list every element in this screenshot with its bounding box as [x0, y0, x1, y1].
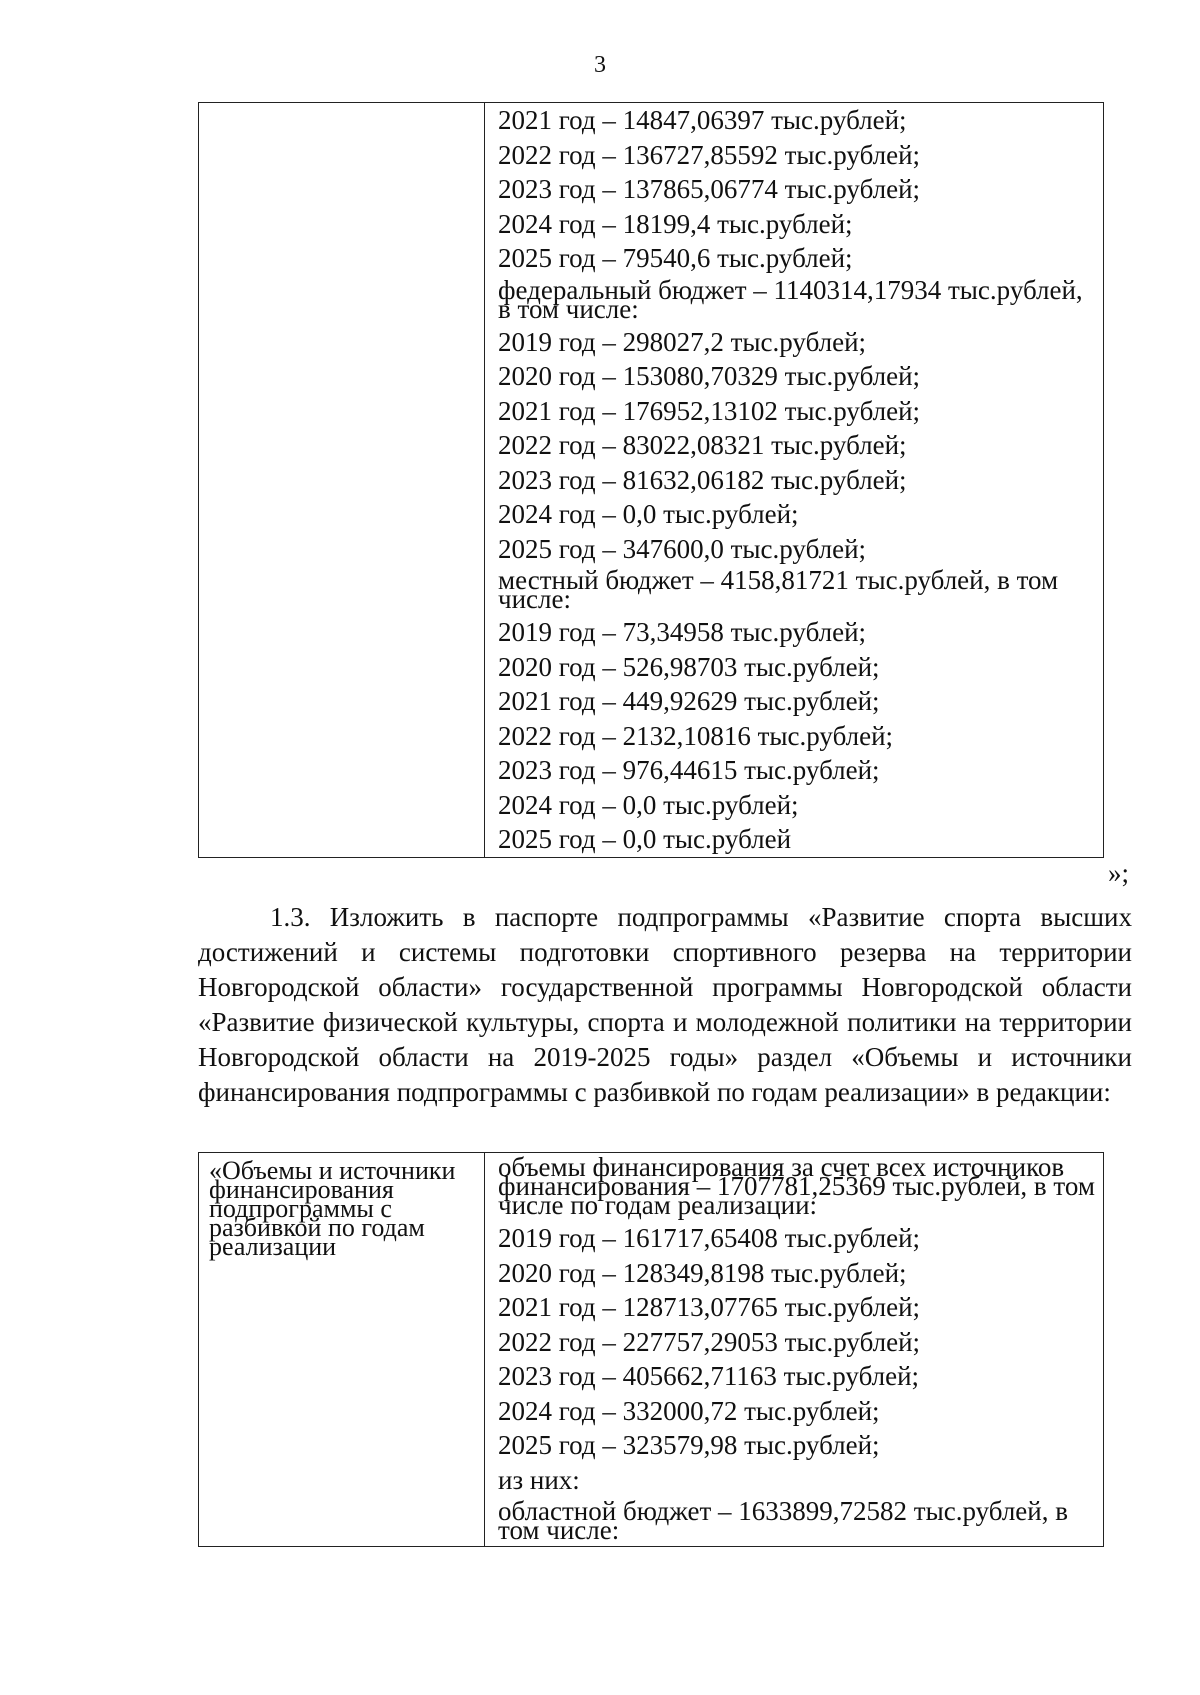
funding-year-line: 2023 год – 405662,71163 тыс.рублей;	[498, 1361, 920, 1391]
funding-year-line: 2020 год – 526,98703 тыс.рублей;	[498, 651, 880, 682]
table-right-cell	[485, 1153, 1104, 1547]
table-left-cell-empty	[199, 103, 485, 858]
funding-year-line: 2025 год – 79540,6 тыс.рублей;	[498, 243, 853, 273]
funding-year-line: 2022 год – 83022,08321 тыс.рублей;	[498, 430, 907, 460]
funding-year-line: из них:	[498, 1464, 580, 1495]
funding-year-line: 2025 год – 323579,98 тыс.рублей;	[498, 1430, 880, 1460]
table-right-cell	[485, 103, 1104, 858]
funding-year-line: 2022 год – 227757,29053 тыс.рублей;	[498, 1326, 921, 1357]
funding-year-line: 2025 год – 0,0 тыс.рублей	[498, 824, 792, 854]
funding-lines	[485, 103, 1103, 857]
funding-year-line: 2021 год – 176952,13102 тыс.рублей;	[498, 395, 921, 426]
funding-table-continued	[198, 102, 1104, 858]
funding-year-line: 2020 год – 153080,70329 тыс.рублей;	[498, 361, 921, 391]
budget-source-line: объемы финансирования за счет всех источников финансирования – 1707781,25369 тыс.рублей, в том числе по годам реализации:	[498, 1152, 1095, 1220]
funding-year-line: 2019 год – 73,34958 тыс.рублей;	[498, 617, 867, 647]
funding-year-line: 2022 год – 2132,10816 тыс.рублей;	[498, 720, 894, 751]
amendment-paragraph: 1.3. Изложить в паспорте подпрограммы «Развитие спорта высших достижений и системы подготовки спортивного резерва на территории Новгородской области» государственной программы Новгородской области «Развитие физической культуры, спорта и молодежной политики на территории Новгородской области на 2019-2025 годы» раздел «Объемы и источники финансирования подпрограммы с разбивкой по годам реализации» в редакции:	[198, 902, 1132, 1107]
funding-year-line: 2023 год – 81632,06182 тыс.рублей;	[498, 464, 907, 495]
funding-year-line: 2023 год – 137865,06774 тыс.рублей;	[498, 174, 921, 204]
budget-source-line: областной бюджет – 1633899,72582 тыс.рублей, в том числе:	[498, 1496, 1068, 1545]
funding-year-line: 2021 год – 14847,06397 тыс.рублей;	[498, 105, 907, 135]
budget-source-line: местный бюджет – 4158,81721 тыс.рублей, в том числе:	[498, 565, 1059, 614]
funding-year-line: 2021 год – 449,92629 тыс.рублей;	[498, 686, 880, 716]
funding-table-new	[198, 1152, 1104, 1547]
closing-quote: »;	[1108, 858, 1130, 888]
funding-year-line: 2024 год – 332000,72 тыс.рублей;	[498, 1395, 880, 1426]
funding-year-line: 2021 год – 128713,07765 тыс.рублей;	[498, 1292, 921, 1322]
funding-lines	[485, 1153, 1103, 1546]
funding-year-line: 2025 год – 347600,0 тыс.рублей;	[498, 533, 867, 564]
funding-year-line: 2024 год – 0,0 тыс.рублей;	[498, 789, 799, 820]
budget-source-line: федеральный бюджет – 1140314,17934 тыс.рублей, в том числе:	[498, 274, 1083, 324]
funding-year-line: 2019 год – 298027,2 тыс.рублей;	[498, 326, 867, 357]
funding-year-line: 2024 год – 0,0 тыс.рублей;	[498, 499, 799, 529]
page-number: 3	[594, 52, 606, 78]
funding-year-line: 2020 год – 128349,8198 тыс.рублей;	[498, 1257, 907, 1288]
table-left-cell	[199, 1153, 485, 1547]
funding-year-line: 2023 год – 976,44615 тыс.рублей;	[498, 755, 880, 785]
funding-year-line: 2024 год – 18199,4 тыс.рублей;	[498, 208, 853, 239]
funding-year-line: 2019 год – 161717,65408 тыс.рублей;	[498, 1223, 921, 1253]
section-heading-cell: «Объемы и источники финансирования подпрограммы с разбивкой по годам реализации	[209, 1156, 456, 1261]
funding-year-line: 2022 год – 136727,85592 тыс.рублей;	[498, 139, 921, 170]
